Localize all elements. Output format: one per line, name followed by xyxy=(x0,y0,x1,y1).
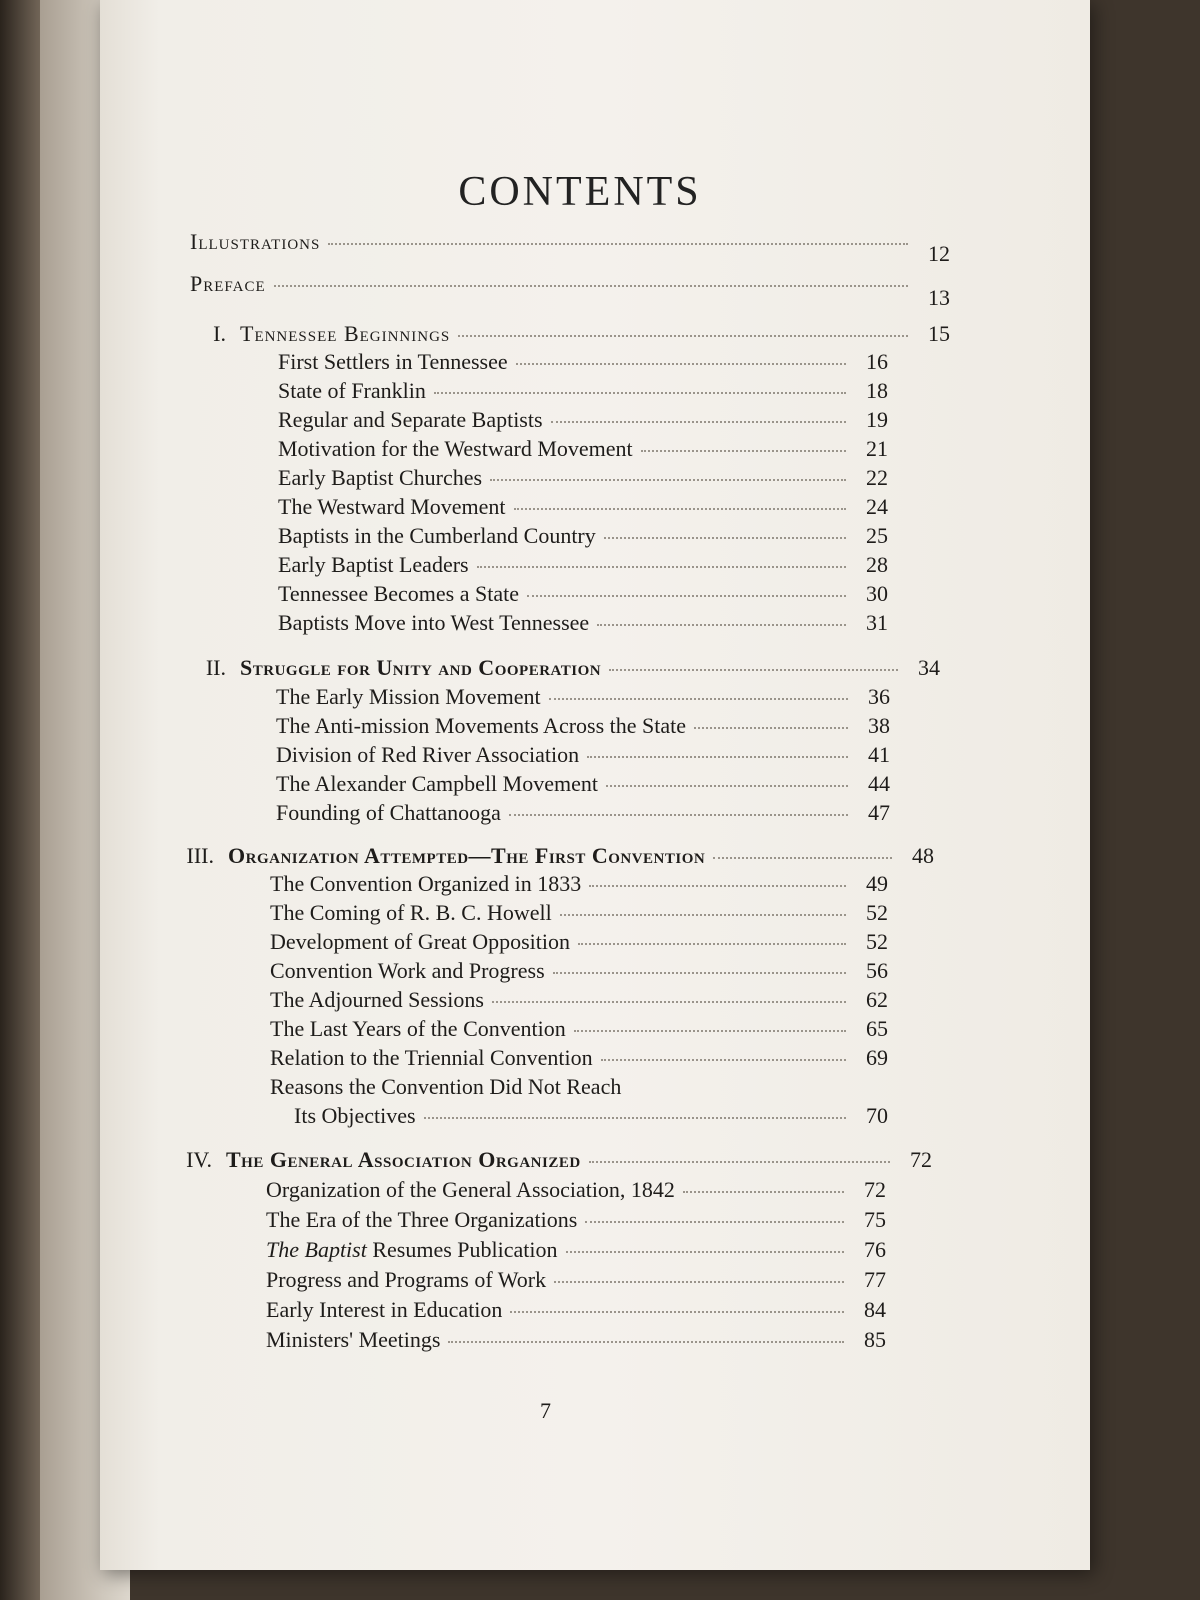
section-entry xyxy=(278,435,888,463)
section-page: 25 xyxy=(866,523,888,548)
chapter-page: 34 xyxy=(918,655,940,680)
leader-dots xyxy=(477,566,846,568)
leader-dots xyxy=(589,885,846,887)
section-page: 31 xyxy=(866,610,888,635)
section-label: Relation to the Triennial Convention xyxy=(270,1045,593,1070)
section-page: 28 xyxy=(866,552,888,577)
publication-title: The Baptist xyxy=(266,1237,367,1262)
section-label: Founding of Chattanooga xyxy=(276,800,501,825)
chapter-title: The General Association Organized xyxy=(226,1147,581,1172)
section-label: The Early Mission Movement xyxy=(276,684,541,709)
section-entry xyxy=(270,928,888,956)
chapter-heading xyxy=(176,1146,932,1174)
section-page: 44 xyxy=(868,771,890,796)
section-entry xyxy=(276,799,890,827)
section-label: The Coming of R. B. C. Howell xyxy=(270,900,552,925)
section-entry xyxy=(270,1044,888,1072)
section-page: 36 xyxy=(868,684,890,709)
section-label: Tennessee Becomes a State xyxy=(278,581,519,606)
section-label: Progress and Programs of Work xyxy=(266,1267,547,1292)
section-label: Motivation for the Westward Movement xyxy=(278,436,633,461)
leader-dots xyxy=(641,450,846,452)
leader-dots xyxy=(601,1059,846,1061)
leader-dots xyxy=(554,1281,844,1283)
leader-dots xyxy=(551,421,846,423)
section-entry xyxy=(278,580,888,608)
section-label: The Convention Organized in 1833 xyxy=(270,871,582,896)
section-page: 16 xyxy=(866,349,888,374)
section-page: 18 xyxy=(866,378,888,403)
section-label xyxy=(266,1236,558,1264)
chapter-title: Organization Attempted—The First Convention xyxy=(228,843,706,868)
chapter-heading xyxy=(190,654,940,682)
section-page: 38 xyxy=(868,713,890,738)
leader-dots xyxy=(516,363,846,365)
chapter-numeral: I. xyxy=(213,321,226,346)
leader-dots xyxy=(589,1161,890,1163)
page-number: 7 xyxy=(540,1398,551,1423)
section-page: 30 xyxy=(866,581,888,606)
section-page: 47 xyxy=(868,800,890,825)
section-label: Development of Great Opposition xyxy=(270,929,570,954)
section-label: First Settlers in Tennessee xyxy=(278,349,508,374)
section-entry xyxy=(266,1236,886,1264)
entry-page: 13 xyxy=(928,285,950,310)
leader-dots xyxy=(606,785,848,787)
chapter-page: 15 xyxy=(928,321,950,346)
leader-dots xyxy=(553,972,846,974)
section-entry xyxy=(278,551,888,579)
leader-dots xyxy=(574,1030,846,1032)
section-entry xyxy=(278,522,888,550)
leader-dots xyxy=(424,1117,846,1119)
leader-dots xyxy=(609,669,898,671)
section-page: 84 xyxy=(864,1297,886,1322)
section-label-rest: Resumes Publication xyxy=(366,1237,558,1262)
section-page: 70 xyxy=(866,1103,888,1128)
section-label: Organization of the General Association, 1842 xyxy=(266,1177,675,1202)
section-page: 19 xyxy=(866,407,888,432)
book-page xyxy=(100,0,1090,1570)
section-page: 56 xyxy=(866,958,888,983)
section-label-line1: Reasons the Convention Did Not Reach xyxy=(270,1074,622,1099)
chapter-page: 72 xyxy=(910,1147,932,1172)
leader-dots xyxy=(694,727,848,729)
chapter-title: Struggle for Unity and Cooperation xyxy=(240,655,602,680)
section-entry xyxy=(276,683,890,711)
section-entry xyxy=(276,712,890,740)
section-page: 24 xyxy=(866,494,888,519)
section-entry xyxy=(270,957,888,985)
chapter-heading xyxy=(190,320,950,348)
leader-dots xyxy=(560,914,846,916)
section-entry xyxy=(266,1296,886,1324)
section-label: Ministers' Meetings xyxy=(266,1327,441,1352)
leader-dots xyxy=(566,1251,845,1253)
section-label: The Alexander Campbell Movement xyxy=(276,771,598,796)
section-page: 85 xyxy=(864,1327,886,1352)
section-label: Early Baptist Churches xyxy=(278,465,483,490)
section-page: 76 xyxy=(864,1237,886,1262)
section-label: State of Franklin xyxy=(278,378,426,403)
section-page: 72 xyxy=(864,1177,886,1202)
leader-dots xyxy=(597,624,846,626)
section-entry xyxy=(276,770,890,798)
section-page: 41 xyxy=(868,742,890,767)
section-entry xyxy=(266,1266,886,1294)
leader-dots xyxy=(492,1001,846,1003)
section-label: Regular and Separate Baptists xyxy=(278,407,543,432)
section-page: 65 xyxy=(866,1016,888,1041)
section-label: Convention Work and Progress xyxy=(270,958,545,983)
section-page: 49 xyxy=(866,871,888,896)
page-title: CONTENTS xyxy=(458,169,702,215)
section-entry xyxy=(266,1206,886,1234)
section-page: 22 xyxy=(866,465,888,490)
page-content xyxy=(186,0,1070,1570)
section-entry xyxy=(270,870,888,898)
leader-dots xyxy=(587,756,848,758)
leader-dots xyxy=(578,943,846,945)
leader-dots xyxy=(448,1341,844,1343)
section-label: Its Objectives xyxy=(294,1103,416,1128)
chapter-title: Tennessee Beginnings xyxy=(240,321,451,346)
entry-label: Illustrations xyxy=(190,229,321,254)
section-entry xyxy=(278,493,888,521)
leader-dots xyxy=(274,285,908,287)
section-label: Early Baptist Leaders xyxy=(278,552,469,577)
section-entry xyxy=(270,1015,888,1043)
section-page: 21 xyxy=(866,436,888,461)
leader-dots xyxy=(490,479,846,481)
leader-dots xyxy=(604,537,846,539)
chapter-heading xyxy=(178,842,934,870)
section-label: The Anti-mission Movements Across the State xyxy=(276,713,687,738)
section-label: The Last Years of the Convention xyxy=(270,1016,566,1041)
section-entry xyxy=(266,1176,886,1204)
section-page: 52 xyxy=(866,929,888,954)
section-entry xyxy=(270,899,888,927)
chapter-page: 48 xyxy=(912,843,934,868)
chapter-numeral: II. xyxy=(205,655,226,680)
section-entry xyxy=(294,1102,888,1130)
section-label: Division of Red River Association xyxy=(276,742,580,767)
section-entry xyxy=(276,741,890,769)
section-page: 75 xyxy=(864,1207,886,1232)
leader-dots xyxy=(549,698,848,700)
entry-label: Preface xyxy=(190,271,266,296)
leader-dots xyxy=(328,243,908,245)
section-label: The Westward Movement xyxy=(278,494,506,519)
leader-dots xyxy=(713,857,892,859)
section-label: Early Interest in Education xyxy=(266,1297,503,1322)
section-entry xyxy=(278,406,888,434)
leader-dots xyxy=(514,508,846,510)
section-label: The Era of the Three Organizations xyxy=(266,1207,578,1232)
chapter-numeral: IV. xyxy=(186,1147,212,1172)
section-label: The Adjourned Sessions xyxy=(270,987,484,1012)
section-page: 77 xyxy=(864,1267,886,1292)
section-page: 62 xyxy=(866,987,888,1012)
section-entry xyxy=(270,986,888,1014)
toc-entry-preface xyxy=(190,270,950,310)
section-label: Baptists in the Cumberland Country xyxy=(278,523,596,548)
leader-dots xyxy=(509,814,848,816)
leader-dots xyxy=(458,335,908,337)
section-page: 52 xyxy=(866,900,888,925)
section-entry xyxy=(278,377,888,405)
leader-dots xyxy=(527,595,846,597)
entry-page: 12 xyxy=(928,241,950,266)
leader-dots xyxy=(434,392,846,394)
leader-dots xyxy=(683,1191,844,1193)
section-entry xyxy=(278,609,888,637)
chapter-numeral: III. xyxy=(186,843,214,868)
section-entry xyxy=(278,348,888,376)
section-page: 69 xyxy=(866,1045,888,1070)
leader-dots xyxy=(510,1311,844,1313)
section-label: Baptists Move into West Tennessee xyxy=(278,610,590,635)
leader-dots xyxy=(585,1221,844,1223)
section-entry xyxy=(278,464,888,492)
toc-entry-illustrations xyxy=(190,228,950,266)
section-entry xyxy=(266,1326,886,1354)
